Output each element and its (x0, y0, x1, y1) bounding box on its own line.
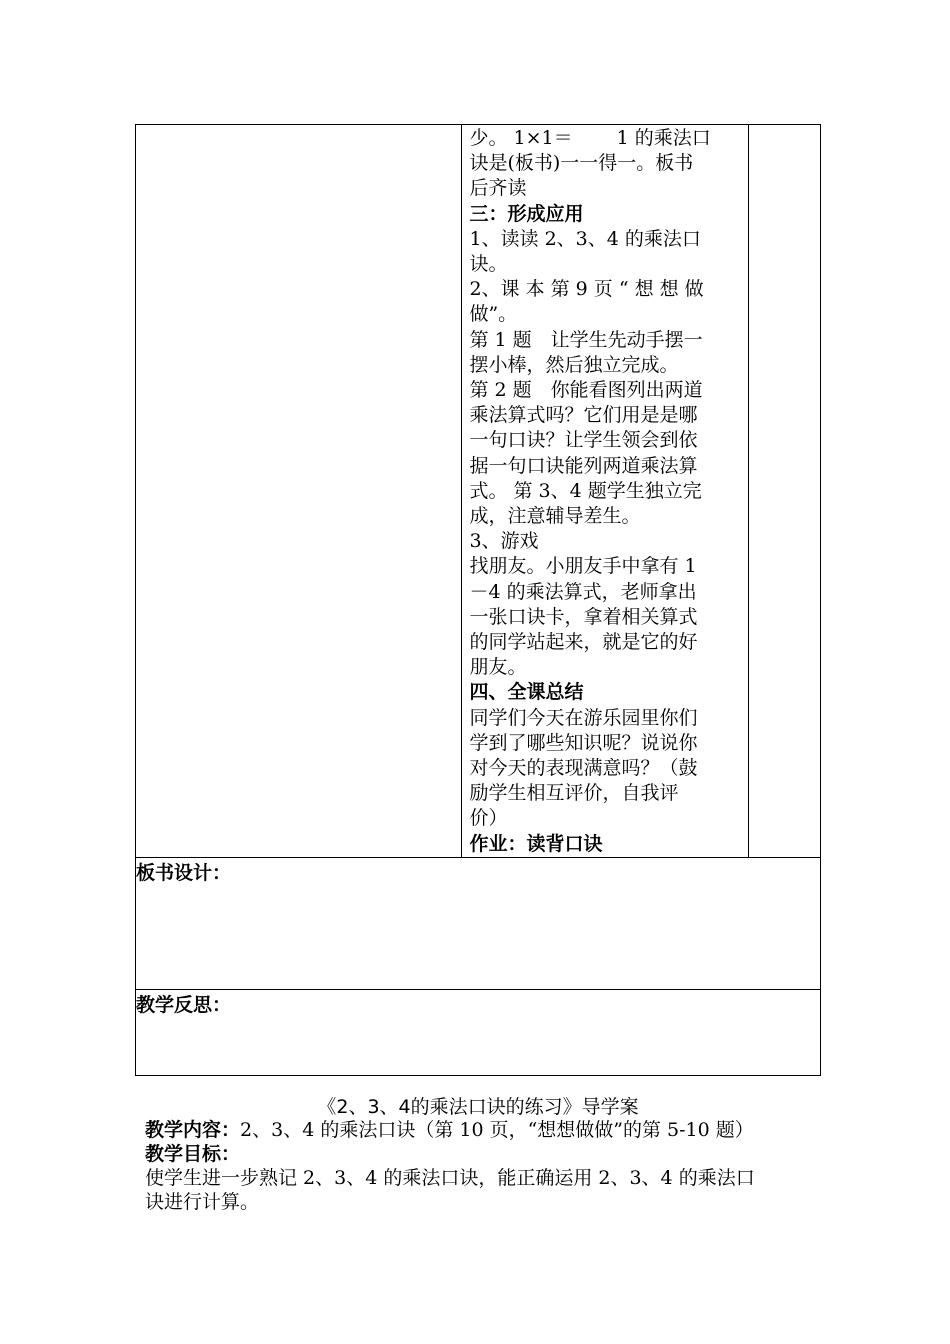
procedure-line: －4 的乘法算式，老师拿出 (469, 580, 697, 603)
goal-text-line-2: 诀进行计算。 (145, 1191, 260, 1213)
procedure-line: 的同学站起来，就是它的好 (469, 631, 698, 654)
procedure-line: 摆小棒，然后独立完成。 (469, 353, 679, 376)
right-cell (748, 125, 820, 858)
procedure-line: 第 1 题 让学生先动手摆一 (469, 328, 703, 351)
procedure-line: 据一句口诀能列两道乘法算 (469, 454, 698, 477)
procedure-line: 成，注意辅导差生。 (469, 505, 641, 528)
procedure-text (462, 125, 747, 857)
procedure-line: 诀是(板书)一一得一。板书 (469, 152, 694, 175)
procedure-line: 第 2 题 你能看图列出两道 (469, 379, 703, 402)
content-text: 2、3、4 的乘法口诀（第 10 页，“想想做做”的第 5-10 题） (240, 1119, 754, 1141)
procedure-line: 式。 第 3、4 题学生独立完 (469, 479, 702, 502)
reflection-label: 教学反思： (136, 993, 232, 1016)
procedure-cell (462, 125, 748, 858)
procedure-row (136, 125, 821, 858)
procedure-line: 三：形成应用 (469, 202, 584, 225)
procedure-line: 励学生相互评价，自我评 (469, 782, 679, 805)
board-design-row (136, 857, 821, 989)
lesson-plan-table (135, 124, 821, 1076)
goal-text-line-1: 使学生进一步熟记 2、3、4 的乘法口诀，能正确运用 2、3、4 的乘法口 (145, 1167, 755, 1189)
procedure-line: 作业：读背口诀 (469, 832, 603, 855)
goal-label-line (145, 1142, 821, 1166)
content-line (145, 1118, 821, 1142)
procedure-line: 诀。 (469, 253, 508, 276)
procedure-line: 少。 1×1＝ 1 的乘法口 (469, 127, 711, 149)
procedure-line: 做”。 (469, 303, 518, 326)
procedure-line: 同学们今天在游乐园里你们 (469, 706, 698, 729)
reflection-row (136, 989, 821, 1075)
left-cell (136, 125, 462, 858)
procedure-line: 价） (469, 807, 508, 830)
procedure-line: 四、全课总结 (469, 681, 584, 704)
procedure-line: 一句口诀？让学生领会到依 (469, 429, 698, 452)
procedure-line: 找朋友。小朋友手中拿有 1 (469, 555, 697, 578)
procedure-line: 3、游戏 (469, 530, 539, 553)
procedure-line: 1、读读 2、3、4 的乘法口 (469, 227, 701, 250)
procedure-line: 后齐读 (469, 177, 527, 200)
procedure-line: 朋友。 (469, 656, 527, 679)
procedure-line: 一张口诀卡，拿着相关算式 (469, 605, 698, 628)
procedure-line: 2、课 本 第 9 页 “ 想 想 做 (469, 278, 704, 301)
procedure-line: 学到了哪些知识呢？说说你 (469, 731, 698, 754)
content-label: 教学内容： (145, 1119, 241, 1141)
document-body (145, 1118, 821, 1214)
procedure-line: 对今天的表现满意吗？（鼓 (469, 757, 698, 780)
board-design-label: 板书设计： (136, 861, 232, 884)
procedure-line: 乘法算式吗？它们用是是哪 (469, 404, 698, 427)
document-title: 《2、3、4的乘法口诀的练习》导学案 (317, 1096, 639, 1118)
goal-label: 教学目标： (145, 1143, 241, 1165)
